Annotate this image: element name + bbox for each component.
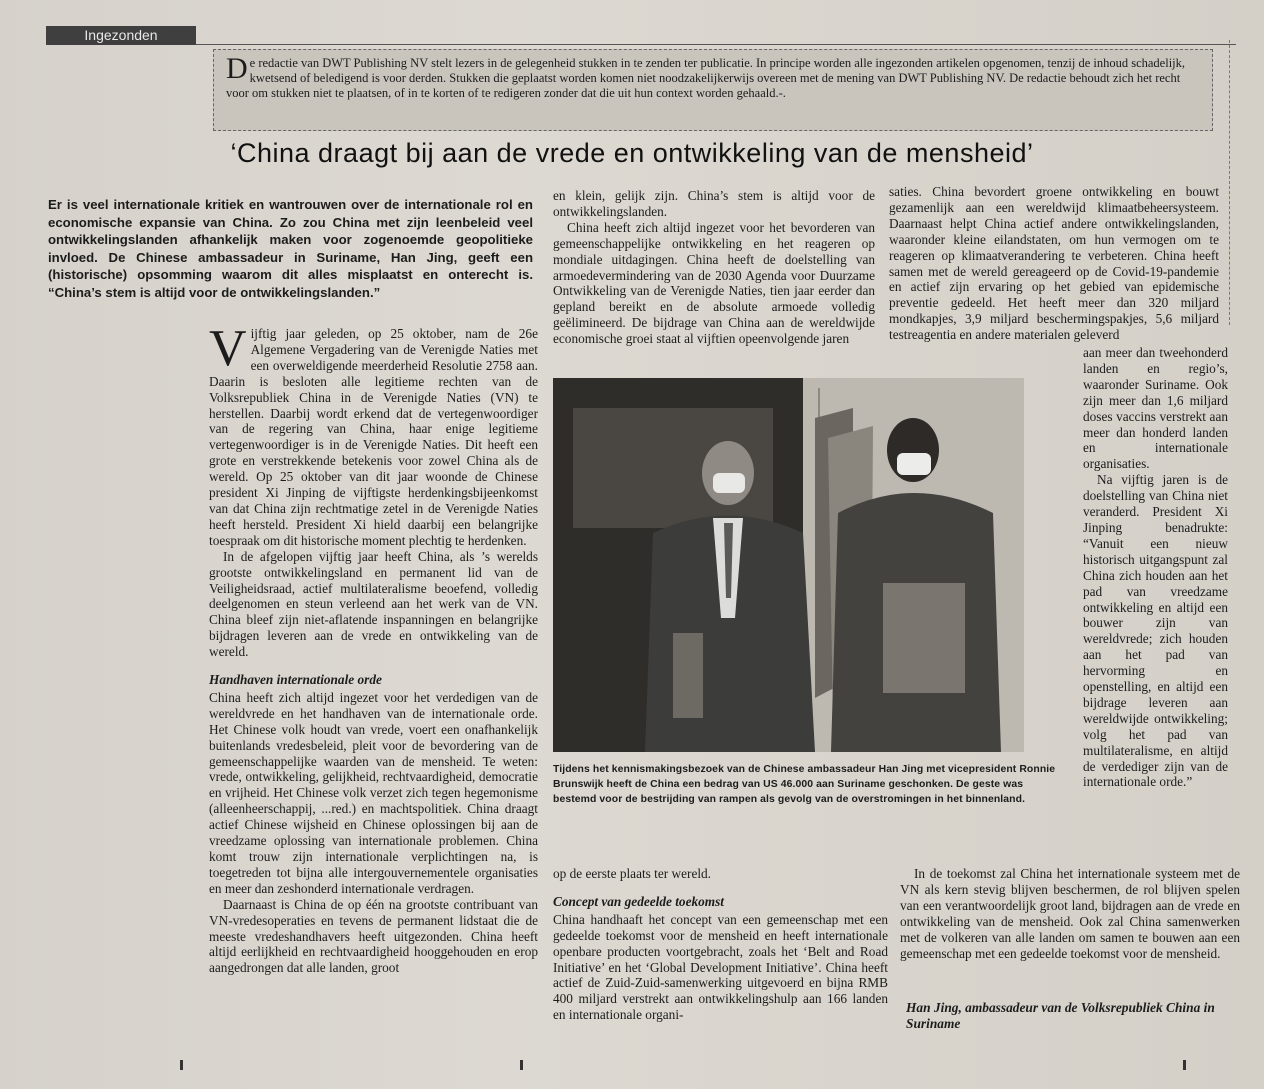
paragraph: op de eerste plaats ter wereld. — [553, 866, 712, 881]
print-mark — [520, 1060, 523, 1070]
author-signature: Han Jing, ambassadeur van de Volksrepubliek China in Suriname — [906, 1000, 1215, 1031]
paragraph: China heeft zich altijd ingezet voor het bevorderen van gemeenschappelijke ontwikkeling en het reageren op mondiale uitdagingen. China heeft de doelstelling van armoedevermindering van de 2030 Agenda voor Duurzame Ontwikkeling van de Verenigde Naties, tien jaar eerder dan gepland bereikt en de absolute armoede volledig geëlimineerd. De bijdrage van China aan de wereldwijde economische groei staat al vijftien opeenvolgende jaren — [553, 219, 875, 347]
subheading: Concept van gedeelde toekomst — [553, 893, 724, 909]
disclaimer-dropcap: D — [226, 52, 248, 85]
article-photo — [553, 378, 1024, 752]
paragraph: China handhaaft het concept van een gemeenschap met een gedeelde toekomst voor de mensheid en heeft internationale openbare producten voortgebracht, zoals het ‘Belt and Road Initiative’ en het ‘Global Development Initiative’. China heeft actief de Zuid-Zuid-samenwerking uitgevoerd en bijna RMB 400 miljard verstrekt aan ontwikkelingshulp aan 166 landen en internationale organi- — [553, 911, 888, 1023]
paragraph: China heeft zich altijd ingezet voor het verdedigen van de wereldvrede en het handhaven van de internationale orde. Het Chinese volk houdt van vrede, voert een onafhankelijk buitenlands vredesbeleid, pleit voor de bevordering van de gemeenschappelijke waarden van de mensheid. Te weten: vrede, ontwikkeling, gelijkheid, rechtvaardigheid, democratie en vrijheid. Het Chinese volk verzet zich tegen hegemonisme (alleenheerschappij, ...red.) en machtspolitiek. China draagt actief Chinese wijsheid en Chinese oplossingen bij aan de vreedzame oplossing van internationale problemen. China komt trouw zijn internationale verplichtingen na, is toegetreden tot bijna alle intergouvernementele organisaties en meer dan zeshonderd internationale verdragen. — [209, 689, 538, 896]
article-column-1 — [209, 320, 538, 976]
paragraph: en klein, gelijk zijn. China’s stem is altijd voor de ontwikkelingslanden. — [553, 188, 875, 219]
section-label: Ingezonden — [46, 26, 196, 45]
disclaimer-text: e redactie van DWT Publishing NV stelt lezers in de gelegenheid stukken in te zenden ter publicatie. In principe worden alle ingezonden artikelen opgenomen, tenzij de inhoud schadelijk, kwetsend of beledigend is voor derden. Stukken die geplaatst worden komen niet noodzakelijkerwijs overeen met de mening van DWT Publishing NV. De redactie behoudt zich het recht voor om stukken niet te plaatsen, of in te korten of te redigeren zonder dat die uit hun context worden gehaald.-. — [226, 56, 1186, 100]
dashed-border — [1229, 40, 1231, 325]
top-rule — [196, 44, 1236, 45]
paragraph — [209, 320, 538, 549]
photo-caption: Tijdens het kennismakingsbezoek van de Chinese ambassadeur Han Jing met vicepresident Ronnie Brunswijk heeft de China een bedrag van US 46.000 aan Suriname geschonken. De geste was bestemd voor de bestrijding van rampen als gevolg van de overstromingen in het binnenland. — [553, 764, 1056, 805]
article-column-3-bottom — [900, 866, 1240, 961]
paragraph: Na vijftig jaren is de doelstelling van China niet veranderd. President Xi Jinping benadrukte: “Vanuit een nieuw historisch uitgangspunt zal China zich houden aan het pad van vreedzame ontwikkeling en altijd een bouwer zijn van wereldvrede; zich houden aan het pad van hervorming en openstelling, en altijd een bijdrage leveren aan wereldwijde ontwikkeling; volg het pad van multilateralisme, en altijd de verdediger zijn van de internationale orde.” — [1083, 472, 1228, 790]
photo-illustration — [553, 378, 1024, 752]
paragraph: Daarnaast is China de op één na grootste contribuant van VN-vredesoperaties en tevens de permanent lidstaat die de meeste vredeshandhavers heeft uitgezonden. China heeft altijd eerlijkheid en rechtvaardigheid hooggehouden en erop aangedrongen dat alle landen, groot — [209, 896, 538, 976]
editorial-disclaimer — [213, 49, 1213, 131]
article-headline: ‘China draagt bij aan de vrede en ontwikkeling van de mensheid’ — [230, 138, 1034, 168]
article-column-3-top — [889, 184, 1219, 343]
article-dropcap: V — [209, 320, 247, 377]
paragraph-text: ijftig jaar geleden, op 25 oktober, nam de 26e Algemene Vergadering van de Verenigde Naties met een overweldigende meerderheid Resolutie 2758 aan. Daarin is besloten alle legitieme rechten van de Volksrepubliek China in de Verenigde Naties (VN) te herstellen. Daarbij wordt erkend dat de vertegenwoordiger van de regering van China, haar enige legitieme vertegenwoordiger is in de Verenigde Naties. Dit heeft een grote en verstrekkende betekenis voor zowel China als de wereld. Op 25 oktober van dit jaar woonde de Chinese president Xi Jinping de vijftigste herdenkingsbijeenkomst van dat China zijn rechtmatige zetel in de Verenigde Naties heeft hersteld. President Xi hield daarbij een belangrijke toespraak om dit historische moment plechtig te herdenken. — [209, 326, 538, 548]
paragraph: aan meer dan tweehonderd landen en regio’s, waaronder Suriname. Ook zijn meer dan 1,6 miljard doses vaccins verstrekt aan meer dan honderd landen en internationale organisaties. — [1083, 345, 1228, 472]
article-column-2-bottom — [553, 866, 888, 1023]
article-column-3-narrow — [1083, 345, 1228, 790]
print-mark — [1183, 1060, 1186, 1070]
paragraph: saties. China bevordert groene ontwikkeling en bouwt gezamenlijk aan een wereldwijd klimaatbeheersysteem. Daarnaast helpt China actief andere ontwikkelingslanden, waaronder kleine eilandstaten, om hun vermogen om te reageren op klimaatverandering te verbeteren. China heeft samen met de wereld gereageerd op de Covid-19-pandemie en actief zijn ervaring op het gebied van epidemische preventie gedeeld. Het heeft meer dan 320 miljard mondkapjes, 3,9 miljard beschermingspakjes, 5,6 miljard testreagentia en andere materialen geleverd — [889, 184, 1219, 343]
paragraph: In de toekomst zal China het internationale systeem met de VN als kern stevig blijven beschermen, de rol blijven spelen van een verantwoordelijk groot land, bijdragen aan de vrede en ontwikkeling van de mensheid. Ook zal China samenwerken met de volkeren van alle landen om samen te bouwen aan een gemeenschap met een gedeelde toekomst voor de mensheid. — [900, 866, 1240, 961]
print-mark — [180, 1060, 183, 1070]
paragraph: In de afgelopen vijftig jaar heeft China, als ’s werelds grootste ontwikkelingsland en permanent lid van de Veiligheidsraad, actief multilateralisme beoefend, volledig deelgenomen en steun verleend aan het werk van de VN. China bleef zijn niet-aflatende inspanningen en belangrijke bijdragen leveren aan de vrede en ontwikkeling van de wereld. — [209, 548, 538, 660]
article-column-2-top — [553, 188, 875, 347]
subheading: Handhaven internationale orde — [209, 672, 382, 688]
article-intro: Er is veel internationale kritiek en wantrouwen over de internationale rol en economische expansie van China. Zo zou China met zijn leenbeleid veel ontwikkelingslanden afhankelijk maken voor zogenoemde geopolitieke invloed. De Chinese ambassadeur in Suriname, Han Jing, geeft een (historische) opsomming waarom dit alles misplaatst en onterecht is. “China’s stem is altijd voor de ontwikkelingslanden.” — [48, 197, 533, 300]
